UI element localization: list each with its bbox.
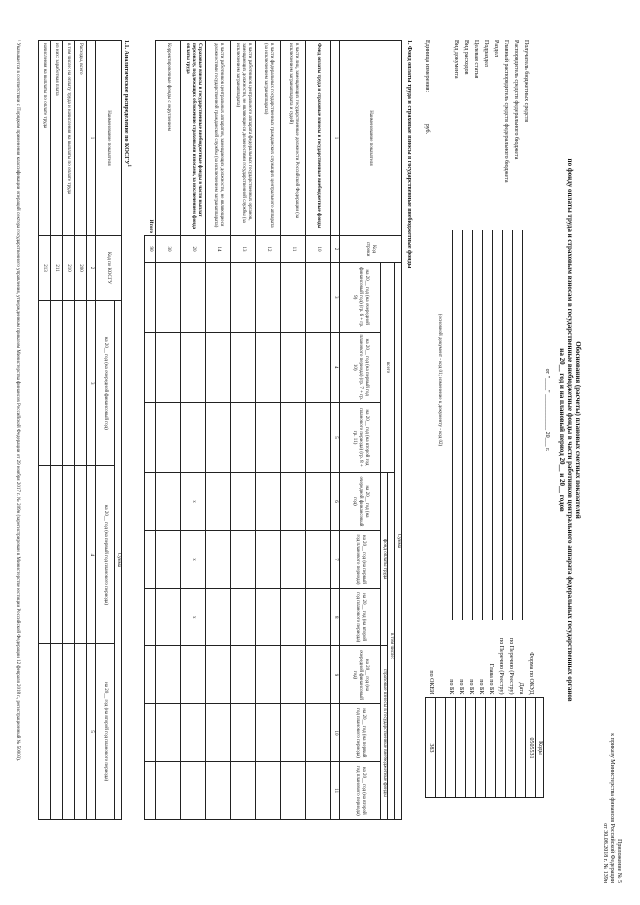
s1-value-cell[interactable] [281,403,306,473]
codes-header: Коды [536,698,544,798]
s11-row-name: в том числе: на оплату труда и начисления на выплаты по оплате труда [63,41,75,236]
s11-value-cell[interactable] [75,466,87,644]
s1-value-cell[interactable] [181,646,206,704]
s1-row-name: Фонд оплаты труда и страховые взносы в государственные внебюджетные фонды [306,41,331,236]
s1-col-ins: страховые взносы в государственные внебюджетные фонды [381,646,388,820]
s11-value-cell[interactable] [39,466,51,644]
s1-value-cell[interactable] [281,646,306,704]
s11-row-code: 200 [75,236,87,301]
unit-value: руб. [424,123,430,135]
header-field-input-line[interactable] [482,230,491,620]
form-title [558,80,582,780]
codes-row-value[interactable] [486,698,496,798]
codes-row-value[interactable] [516,698,526,798]
s11-value-cell[interactable] [39,301,51,466]
codes-row-label: по БК [478,679,484,695]
header-field-label: Получатель бюджетных средств [523,40,529,123]
s1-value-cell[interactable] [306,646,331,704]
s1-value-cell[interactable] [206,762,231,820]
s1-col-sum: Сумма [395,263,402,820]
codes-row-value[interactable] [446,698,456,798]
s1-col-number: 9 [331,646,340,704]
header-field-label: Вид расходов [463,40,469,75]
s1-col-number: 5 [331,403,340,473]
codes-row-value[interactable] [506,698,516,798]
s1-value-cell[interactable] [156,704,181,762]
s11-row-code: 211 [51,236,63,301]
unit-label: Единица измерения: [424,40,430,93]
header-field-label: Вид документа [453,40,459,79]
s1-col-fot: фонд оплаты труда [381,472,388,645]
codes-row-label: по Перечню (Реестру) [508,638,514,695]
s1-value-cell[interactable] [281,704,306,762]
s11-col-code: Код по КОСГУ [96,236,122,301]
s11-table-row [51,41,63,820]
header-field-label: Главный распорядитель средств федерального бюджета [503,40,509,183]
s1-col-number: 11 [331,762,340,820]
s11-value-cell[interactable] [51,466,63,644]
codes-row [526,636,536,798]
s1-value-cell[interactable] [306,263,331,333]
codes-row-value[interactable] [436,698,446,798]
s1-value-cell[interactable] [306,530,331,588]
s1-value-cell[interactable] [256,762,281,820]
footnote: ¹ Указывается в соответствии с Порядком применения классификации операций сектора государственного управления, утвержденным приказом Министерства финансов Российской Федерации от 29 ноября 2017 г. № 209н (зарегистрирован в Министерстве юстиции Российской Федерации 12 февраля 2018 г., регистрационный № 50003). [15,40,20,762]
codes-row [516,636,526,798]
s1-value-cell[interactable] [306,472,331,530]
s1-period-header: на 20__ год (на второй год планового периода) [340,762,381,820]
header-field-row [462,40,472,620]
header-field-row [512,40,522,620]
header-field-input-line[interactable] [492,230,501,620]
title-line1: Обоснования (расчеты) плановых сметных показателей [574,341,582,519]
s1-row-name: Страховые взносы в государственные внебюджетные фонды в части выплат персоналу, подлежащих обложению страховыми взносами, за исключением фонда оплаты труда [181,41,206,236]
s1-value-cell[interactable] [231,588,256,646]
header-field-input-line[interactable] [472,230,481,620]
s1-value-cell[interactable] [156,472,181,530]
codes-row-value[interactable] [466,698,476,798]
s1-value-cell[interactable] [256,403,281,473]
s1-value-cell[interactable] [231,762,256,820]
codes-row-label: по ОКЕИ [428,670,434,695]
s1-row-name: в части работников центральных аппаратов, замещающих должности, не являющиеся должностями государственной гражданской службы (за исключением загранаппарата) [206,41,231,236]
s1-col-number: 10 [331,704,340,762]
s1-value-cell[interactable] [156,530,181,588]
s11-value-cell[interactable] [63,466,75,644]
codes-row-value[interactable] [456,698,466,798]
header-field-input-line[interactable] [502,230,511,620]
s11-table-row [75,41,87,820]
s1-value-cell[interactable] [281,530,306,588]
s1-value-cell[interactable] [156,263,181,333]
header-fields-note: (основной документ - код 01; изменение к документу - код 02) [437,313,442,447]
header-field-row [492,40,502,620]
s1-value-cell[interactable] [231,646,256,704]
s1-period-header: на 20__ год (на второй год планового периода) [340,588,381,646]
section11-table-wrap [38,40,122,820]
s11-period-header: на 20__ год (на второй год планового периода) [96,644,115,820]
s1-value-cell[interactable] [231,704,256,762]
s1-row-code: 10 [306,236,331,263]
header-fields [452,40,532,620]
s1-value-cell[interactable] [256,530,281,588]
s1-row-code: 30 [156,236,181,263]
s1-value-cell[interactable] [181,263,206,333]
s1-value-cell[interactable] [145,704,156,762]
codes-row [476,636,486,798]
codes-row-label: по БК [458,679,464,695]
codes-row-label: по БК [448,679,454,695]
s11-row-name: начисления на выплаты по оплате труда [39,41,51,236]
s11-row-name: из них: заработная плата [51,41,63,236]
s1-row-code: 13 [231,236,256,263]
s11-row-code: 213 [39,236,51,301]
header-field-row [502,40,512,620]
s1-col-code: Код строки [340,236,402,263]
codes-block [425,636,544,798]
section11-footnote-mark: 1 [126,164,131,168]
s1-value-cell[interactable] [181,403,206,473]
s1-value-cell[interactable]: x [181,472,206,530]
header-field-row [522,40,532,620]
title-line2: по фонду оплаты труда и страховым взносам в государственные внебюджетные фонды в части работников центрального аппарата федеральных государственных органов [566,158,574,702]
s11-value-cell[interactable] [51,301,63,466]
s1-value-cell[interactable] [306,588,331,646]
s1-value-cell[interactable] [181,704,206,762]
header-field-row [452,40,462,620]
s1-value-cell[interactable] [206,704,231,762]
s1-col-incl: в том числе: [388,472,395,819]
codes-row [466,636,476,798]
codes-row [456,636,466,798]
s1-value-cell[interactable] [281,263,306,333]
s1-row-name: в части работников центрального аппарата федеральных государственных органов, замещающих должности, не являющиеся должностями государственной службы (за исключением загранаппарата) [231,41,256,236]
s11-col-number: 3 [87,301,96,466]
s1-value-cell[interactable] [256,704,281,762]
s11-col-name: Наименование показателя [96,41,122,236]
codes-row-label: Дата [518,682,524,695]
s1-value-cell[interactable] [231,472,256,530]
codes-row-value[interactable]: 383 [426,698,436,798]
codes-row [496,636,506,798]
title-line3: на 20__ год и на плановый период 20__ и 20__ годов [558,348,566,512]
header-field-row [482,40,492,620]
s1-value-cell[interactable] [206,646,231,704]
codes-row [506,636,516,798]
codes-row-label: Глава по БК [488,663,494,695]
s1-row-code: 14 [206,236,231,263]
title-date: от "____" ____________ 20___ г. [544,368,550,452]
s11-row-name: Расходы, всего [75,41,87,236]
codes-row-label: по БК [468,679,474,695]
s11-row-code: 210 [63,236,75,301]
s1-period-header: на 20__ год (на второй год планового периода) (гр. 8 + гр. 11) [340,403,381,473]
s1-period-header: на 20__ год (на очередной финансовый год) [340,646,381,704]
s1-col-number: 3 [331,263,340,333]
s1-value-cell[interactable] [256,472,281,530]
s1-value-cell[interactable] [306,762,331,820]
s1-value-cell[interactable] [231,332,256,403]
codes-row [436,636,446,798]
s1-value-cell[interactable] [256,646,281,704]
s1-value-cell[interactable] [181,332,206,403]
s11-col-number: 4 [87,466,96,644]
s1-value-cell[interactable] [281,588,306,646]
s1-col-name: Наименование показателя [340,41,402,236]
s1-value-cell[interactable] [256,332,281,403]
s1-value-cell[interactable] [306,332,331,403]
s1-row-name: Итого [145,41,156,236]
s1-col-number: 4 [331,332,340,403]
section11-title: 1.1. Аналитическое распределение по КОСГУ [123,40,129,165]
header-field-label: Подраздел [483,40,489,67]
header-field-input-line[interactable] [522,230,531,620]
appendix-line1: Приложение № 5 [616,839,622,883]
codes-row-value[interactable]: 0505531 [526,698,536,798]
s11-col-number: 5 [87,644,96,820]
s1-value-cell[interactable] [145,646,156,704]
s1-value-cell[interactable] [156,646,181,704]
s1-value-cell[interactable] [156,403,181,473]
s1-value-cell[interactable] [156,332,181,403]
s1-value-cell[interactable] [281,332,306,403]
s11-col-sum: Сумма [115,301,122,820]
s1-table-row [231,41,256,820]
s1-period-header: на 20__ год (на первый год планового периода) [340,704,381,762]
s11-col-number: 1 [87,41,96,236]
s1-col-number: 6 [331,472,340,530]
s1-value-cell[interactable] [145,530,156,588]
s11-value-cell[interactable] [51,644,63,820]
s1-table-row [145,41,156,820]
s1-value-cell[interactable] [206,588,231,646]
s1-value-cell[interactable] [256,588,281,646]
codes-row [426,636,436,798]
section1-table [145,40,403,820]
s11-table-row [39,41,51,820]
codes-row-label [436,636,446,698]
s1-value-cell[interactable] [281,762,306,820]
s1-col-number: 1 [331,41,340,236]
s1-period-header: на 20__ год (на первый год планового периода) (гр. 7 + гр. 10) [340,332,381,403]
codes-row [446,636,456,798]
s1-row-name: в части федеральных государственных гражданских служащих центрального аппарата (за исключением загранаппарата) [256,41,281,236]
s11-table-row [63,41,75,820]
s1-value-cell[interactable] [181,762,206,820]
s1-value-cell[interactable] [145,472,156,530]
s11-period-header: на 20__ год (на очередной финансовый год) [96,301,115,466]
s1-value-cell[interactable] [206,530,231,588]
appendix-line2: к приказу Министерства финансов Российской Федерации [609,733,615,883]
s1-col-number: 2 [331,236,340,263]
header-field-label: Целевая статья [473,40,479,79]
s1-value-cell[interactable] [206,263,231,333]
header-field-label: Раздел [493,40,499,57]
s1-row-code: 12 [256,236,281,263]
section11-title-wrap [122,40,132,167]
codes-row-value[interactable] [476,698,486,798]
s1-period-header: на 20__ год (на очередной финансовый год) (гр. 6 + гр. 9) [340,263,381,333]
s1-table-row [281,41,306,820]
header-field-input-line[interactable] [452,230,461,620]
s1-value-cell[interactable] [145,588,156,646]
section11-table [38,40,122,820]
s1-value-cell[interactable] [156,588,181,646]
s1-value-cell[interactable] [206,472,231,530]
s1-value-cell[interactable] [206,403,231,473]
appendix-block [601,623,622,883]
s1-col-number: 8 [331,588,340,646]
s1-row-code: 11 [281,236,306,263]
s1-value-cell[interactable] [231,530,256,588]
s1-value-cell[interactable] [145,263,156,333]
s1-col-total: всего [381,263,395,473]
s1-value-cell[interactable] [145,332,156,403]
header-field-input-line[interactable] [512,230,521,620]
header-field-label: Распорядитель средств федерального бюджета [513,40,519,160]
s1-value-cell[interactable] [256,263,281,333]
s1-value-cell[interactable] [156,762,181,820]
s1-value-cell[interactable] [281,472,306,530]
s1-table-row [306,41,331,820]
codes-row-value[interactable] [496,698,506,798]
unit-row [423,40,430,134]
s1-table-row [206,41,231,820]
s11-value-cell[interactable] [63,644,75,820]
s1-row-code: 90 [145,236,156,263]
header-field-input-line[interactable] [462,230,471,620]
s1-value-cell[interactable]: x [181,588,206,646]
s1-row-name: Корректировочные фонды с округлением [156,41,181,236]
section1-title: 1. Фонд оплаты труда и страховые взносы в государственные внебюджетные фонды [406,40,412,269]
s1-value-cell[interactable] [145,403,156,473]
s11-value-cell[interactable] [75,301,87,466]
codes-row-label: Форма по ОКУД [528,652,534,695]
s11-col-number: 2 [87,236,96,301]
codes-row [486,636,496,798]
s1-value-cell[interactable] [306,704,331,762]
s11-value-cell[interactable] [75,644,87,820]
s11-value-cell[interactable] [39,644,51,820]
s11-value-cell[interactable] [63,301,75,466]
appendix-line3: от 30.08.2018 г. № 139н [602,823,608,883]
s1-value-cell[interactable]: x [181,530,206,588]
s1-row-name: в части лиц, замещающих государственные должности Российской Федерации (за исключением загранаппарата и судей) [281,41,306,236]
s1-value-cell[interactable] [231,403,256,473]
s1-period-header: на 20__ год (на очередной финансовый год) [340,472,381,530]
s1-period-header: на 20__ год (на первый год планового периода) [340,530,381,588]
s11-period-header: на 20__ год (на первый год планового периода) [96,466,115,644]
s1-table-row [156,41,181,820]
s1-col-number: 7 [331,530,340,588]
s1-value-cell[interactable] [306,403,331,473]
header-field-row [472,40,482,620]
s1-row-code: 20 [181,236,206,263]
s1-value-cell[interactable] [206,332,231,403]
section1-table-wrap [145,40,403,820]
s1-table-row [256,41,281,820]
s1-table-row [181,41,206,820]
s1-value-cell[interactable] [145,762,156,820]
codes-row-label: по Перечню (Реестру) [498,638,504,695]
s1-value-cell[interactable] [231,263,256,333]
